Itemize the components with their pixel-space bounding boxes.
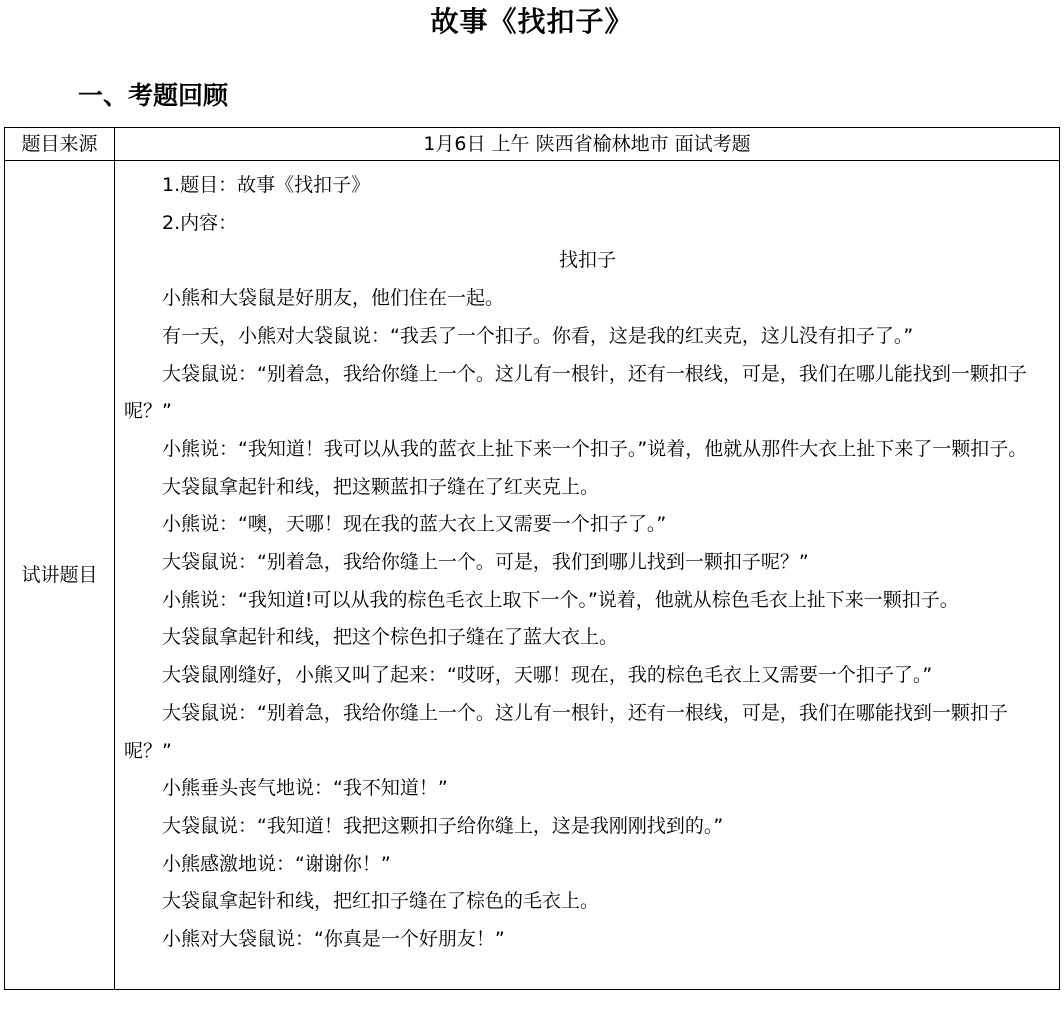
topic-item-title: 1.题目：故事《找扣子》 [162,174,371,196]
topic-content [115,161,1060,990]
topic-row [5,161,1060,990]
document-title: 故事《找扣子》 [430,5,634,38]
story-paragraph: 小熊对大袋鼠说：“你真是一个好朋友！” [162,928,505,951]
story-paragraph: 大袋鼠拿起针和线，把这个棕色扣子缝在了蓝大衣上。 [162,626,619,649]
story-paragraph: 大袋鼠拿起针和线，把红扣子缝在了棕色的毛衣上。 [162,890,600,913]
story-paragraph: 小熊垂头丧气地说：“我不知道！” [162,777,448,800]
story-paragraph: 大袋鼠刚缝好，小熊又叫了起来：“哎呀，天哪！现在，我的棕色毛衣上又需要一个扣子了。” [162,664,933,687]
story-paragraph: 小熊和大袋鼠是好朋友，他们住在一起。 [162,287,505,310]
story-paragraph: 小熊说：“噢，天哪！现在我的蓝大衣上又需要一个扣子了。” [162,513,667,536]
source-label: 题目来源 [5,128,115,161]
story-paragraph: 小熊说：“我知道!可以从我的棕色毛衣上取下一个。”说着，他就从棕色毛衣上扯下来一颗扣子。 [162,588,959,611]
story-paragraph: 大袋鼠说：“别着急，我给你缝上一个。可是，我们到哪儿找到一颗扣子呢？” [162,551,809,574]
story-paragraph: 小熊说：“我知道！我可以从我的蓝衣上扯下来一个扣子。”说着，他就从那件大衣上扯下来了一颗扣子。 [162,437,1028,460]
source-row [5,128,1060,161]
topic-item-content-label: 2.内容： [162,211,238,234]
story-paragraph: 大袋鼠拿起针和线，把这颗蓝扣子缝在了红夹克上。 [162,475,600,498]
story-paragraph: 有一天，小熊对大袋鼠说：“我丢了一个扣子。你看，这是我的红夹克，这儿没有扣子了。” [162,324,914,347]
story-paragraph: 大袋鼠说：“我知道！我把这颗扣子给你缝上，这是我刚刚找到的。” [162,814,724,837]
story-paragraph: 大袋鼠说：“别着急，我给你缝上一个。这儿有一根针，还有一根线，可是，我们在哪儿能找到一颗扣子呢？” [124,362,1027,423]
source-value: 1月6日 上午 陕西省榆林地市 面试考题 [115,128,1060,161]
story-paragraph: 大袋鼠说：“别着急，我给你缝上一个。这儿有一根针，还有一根线，可是，我们在哪能找到一颗扣子呢？” [124,701,1008,762]
topic-label: 试讲题目 [5,161,115,990]
story-title: 找扣子 [558,249,616,272]
story-paragraph: 小熊感激地说：“谢谢你！” [162,852,391,875]
exam-info-table [4,127,1060,990]
section-heading: 一、考题回顾 [78,81,229,110]
